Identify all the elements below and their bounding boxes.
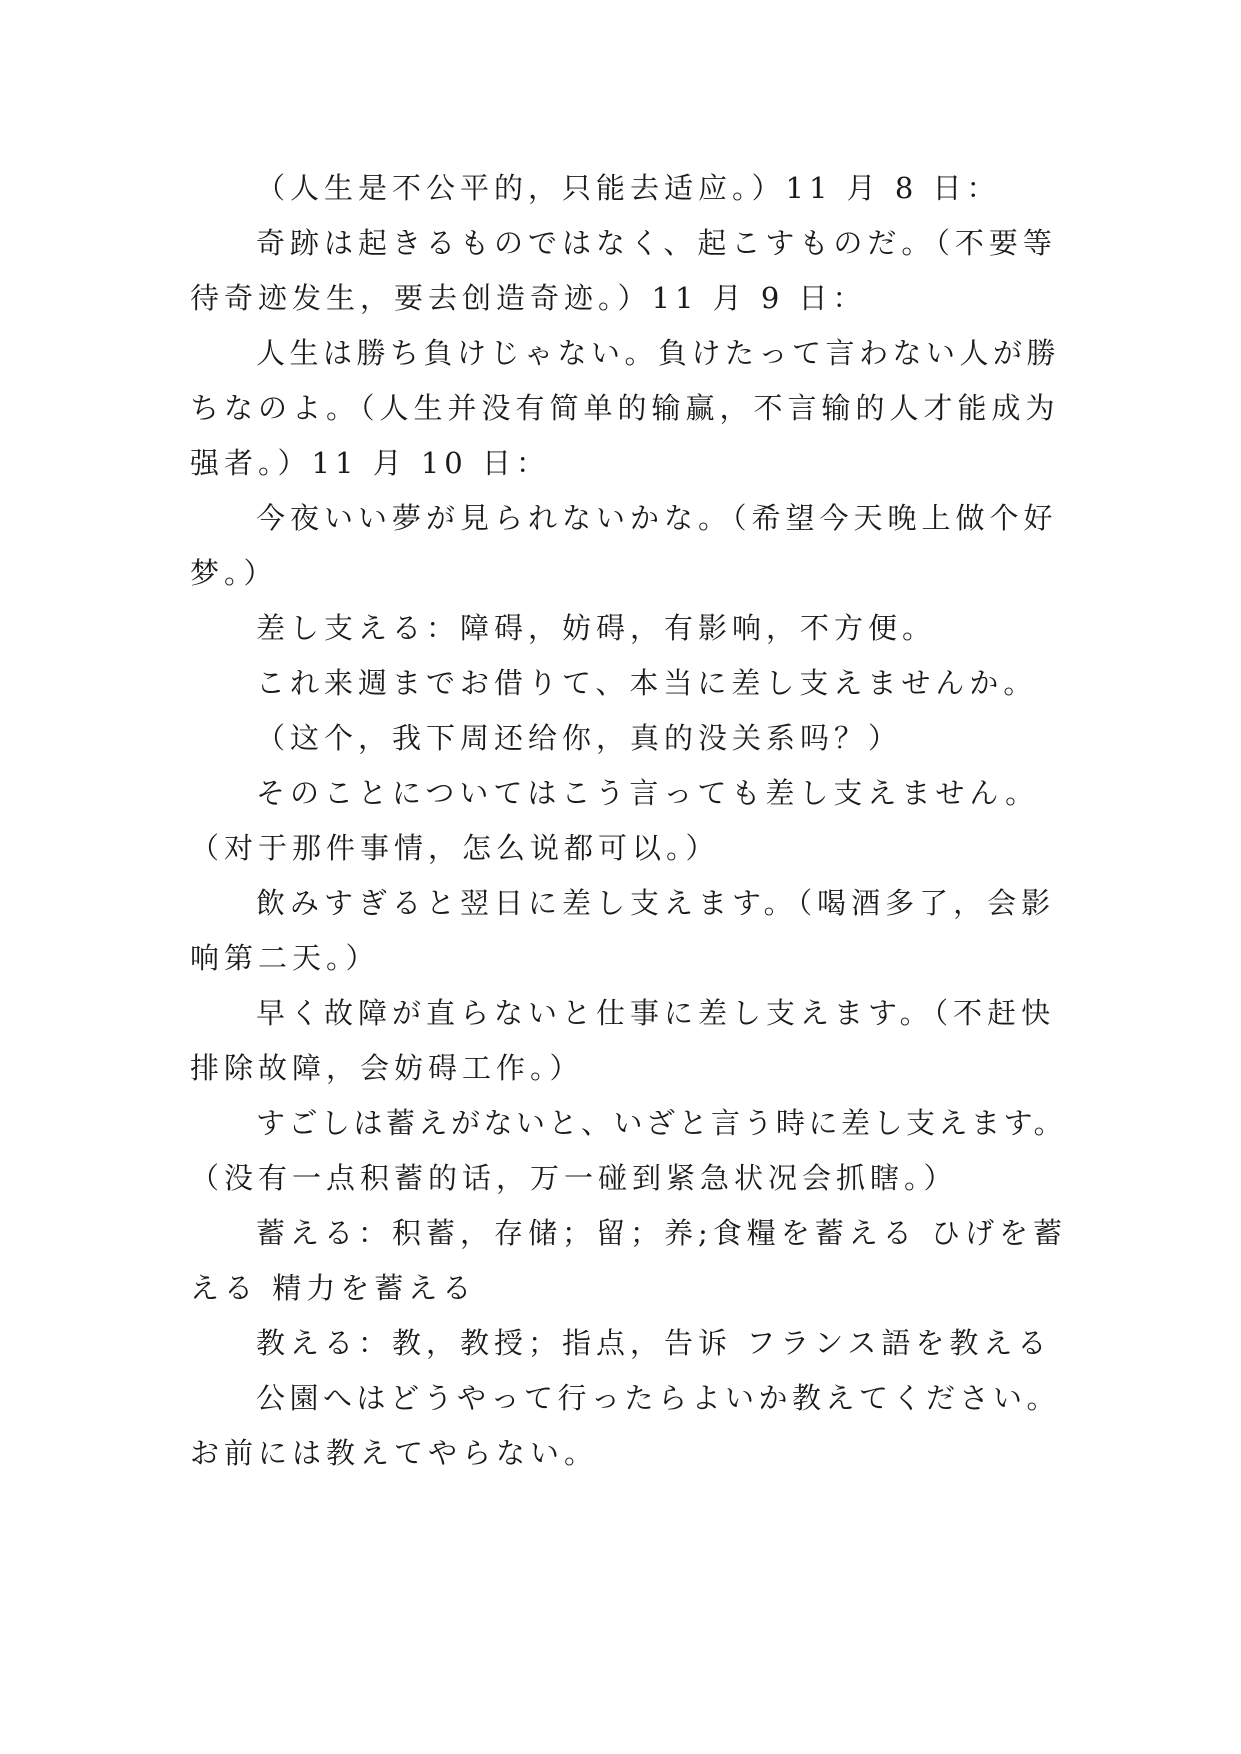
text-line: ちなのよ。（人生并没有简单的输赢，不言输的人才能成为 [190,391,1060,425]
text-line: える 精力を蓄える [190,1271,477,1305]
text-line: 早く故障が直らないと仕事に差し支えます。（不赶快 [256,996,1056,1030]
text-line: 飲みすぎると翌日に差し支えます。（喝酒多了，会影 [256,886,1056,920]
text-line: 待奇迹发生，要去创造奇迹。）11 月 9 日： [190,281,867,315]
text-line: 公園へはどうやって行ったらよいか教えてください。 [256,1381,1061,1415]
text-line: 奇跡は起きるものではなく、起こすものだ。（不要等 [256,226,1057,260]
text-line: 差し支える：障碍，妨碍，有影响，不方便。 [256,611,937,645]
text-line: 响第二天。） [190,941,380,975]
text-line: （人生是不公平的，只能去适应。）11 月 8 日： [256,171,1001,205]
text-line: 排除故障，会妨碍工作。） [190,1051,584,1085]
text-line: 今夜いい夢が見られないかな。（希望今天晚上做个好 [256,501,1058,535]
text-line: これ来週までお借りて、本当に差し支えませんか。 [256,666,1038,700]
text-line: （这个，我下周还给你，真的没关系吗？） [256,721,903,755]
text-line: すごしは蓄えがないと、いざと言う時に差し支えます。 [256,1106,1067,1140]
text-line: お前には教えてやらない。 [190,1436,599,1470]
text-line: 蓄える：积蓄，存储；留；养;食糧を蓄える ひげを蓄 [256,1216,1067,1250]
text-line: 强者。）11 月 10 日： [190,446,550,480]
text-line: 人生は勝ち負けじゃない。負けたって言わない人が勝 [256,336,1061,370]
text-line: （对于那件事情，怎么说都可以。） [190,831,720,865]
text-line: 梦。） [190,556,278,590]
text-line: 教える：教，教授；指点，告诉 フランス語を教える [256,1326,1052,1360]
text-line: そのことについてはこう言っても差し支えません。 [256,776,1040,810]
text-line: （没有一点积蓄的话，万一碰到紧急状况会抓瞎。） [190,1161,958,1195]
